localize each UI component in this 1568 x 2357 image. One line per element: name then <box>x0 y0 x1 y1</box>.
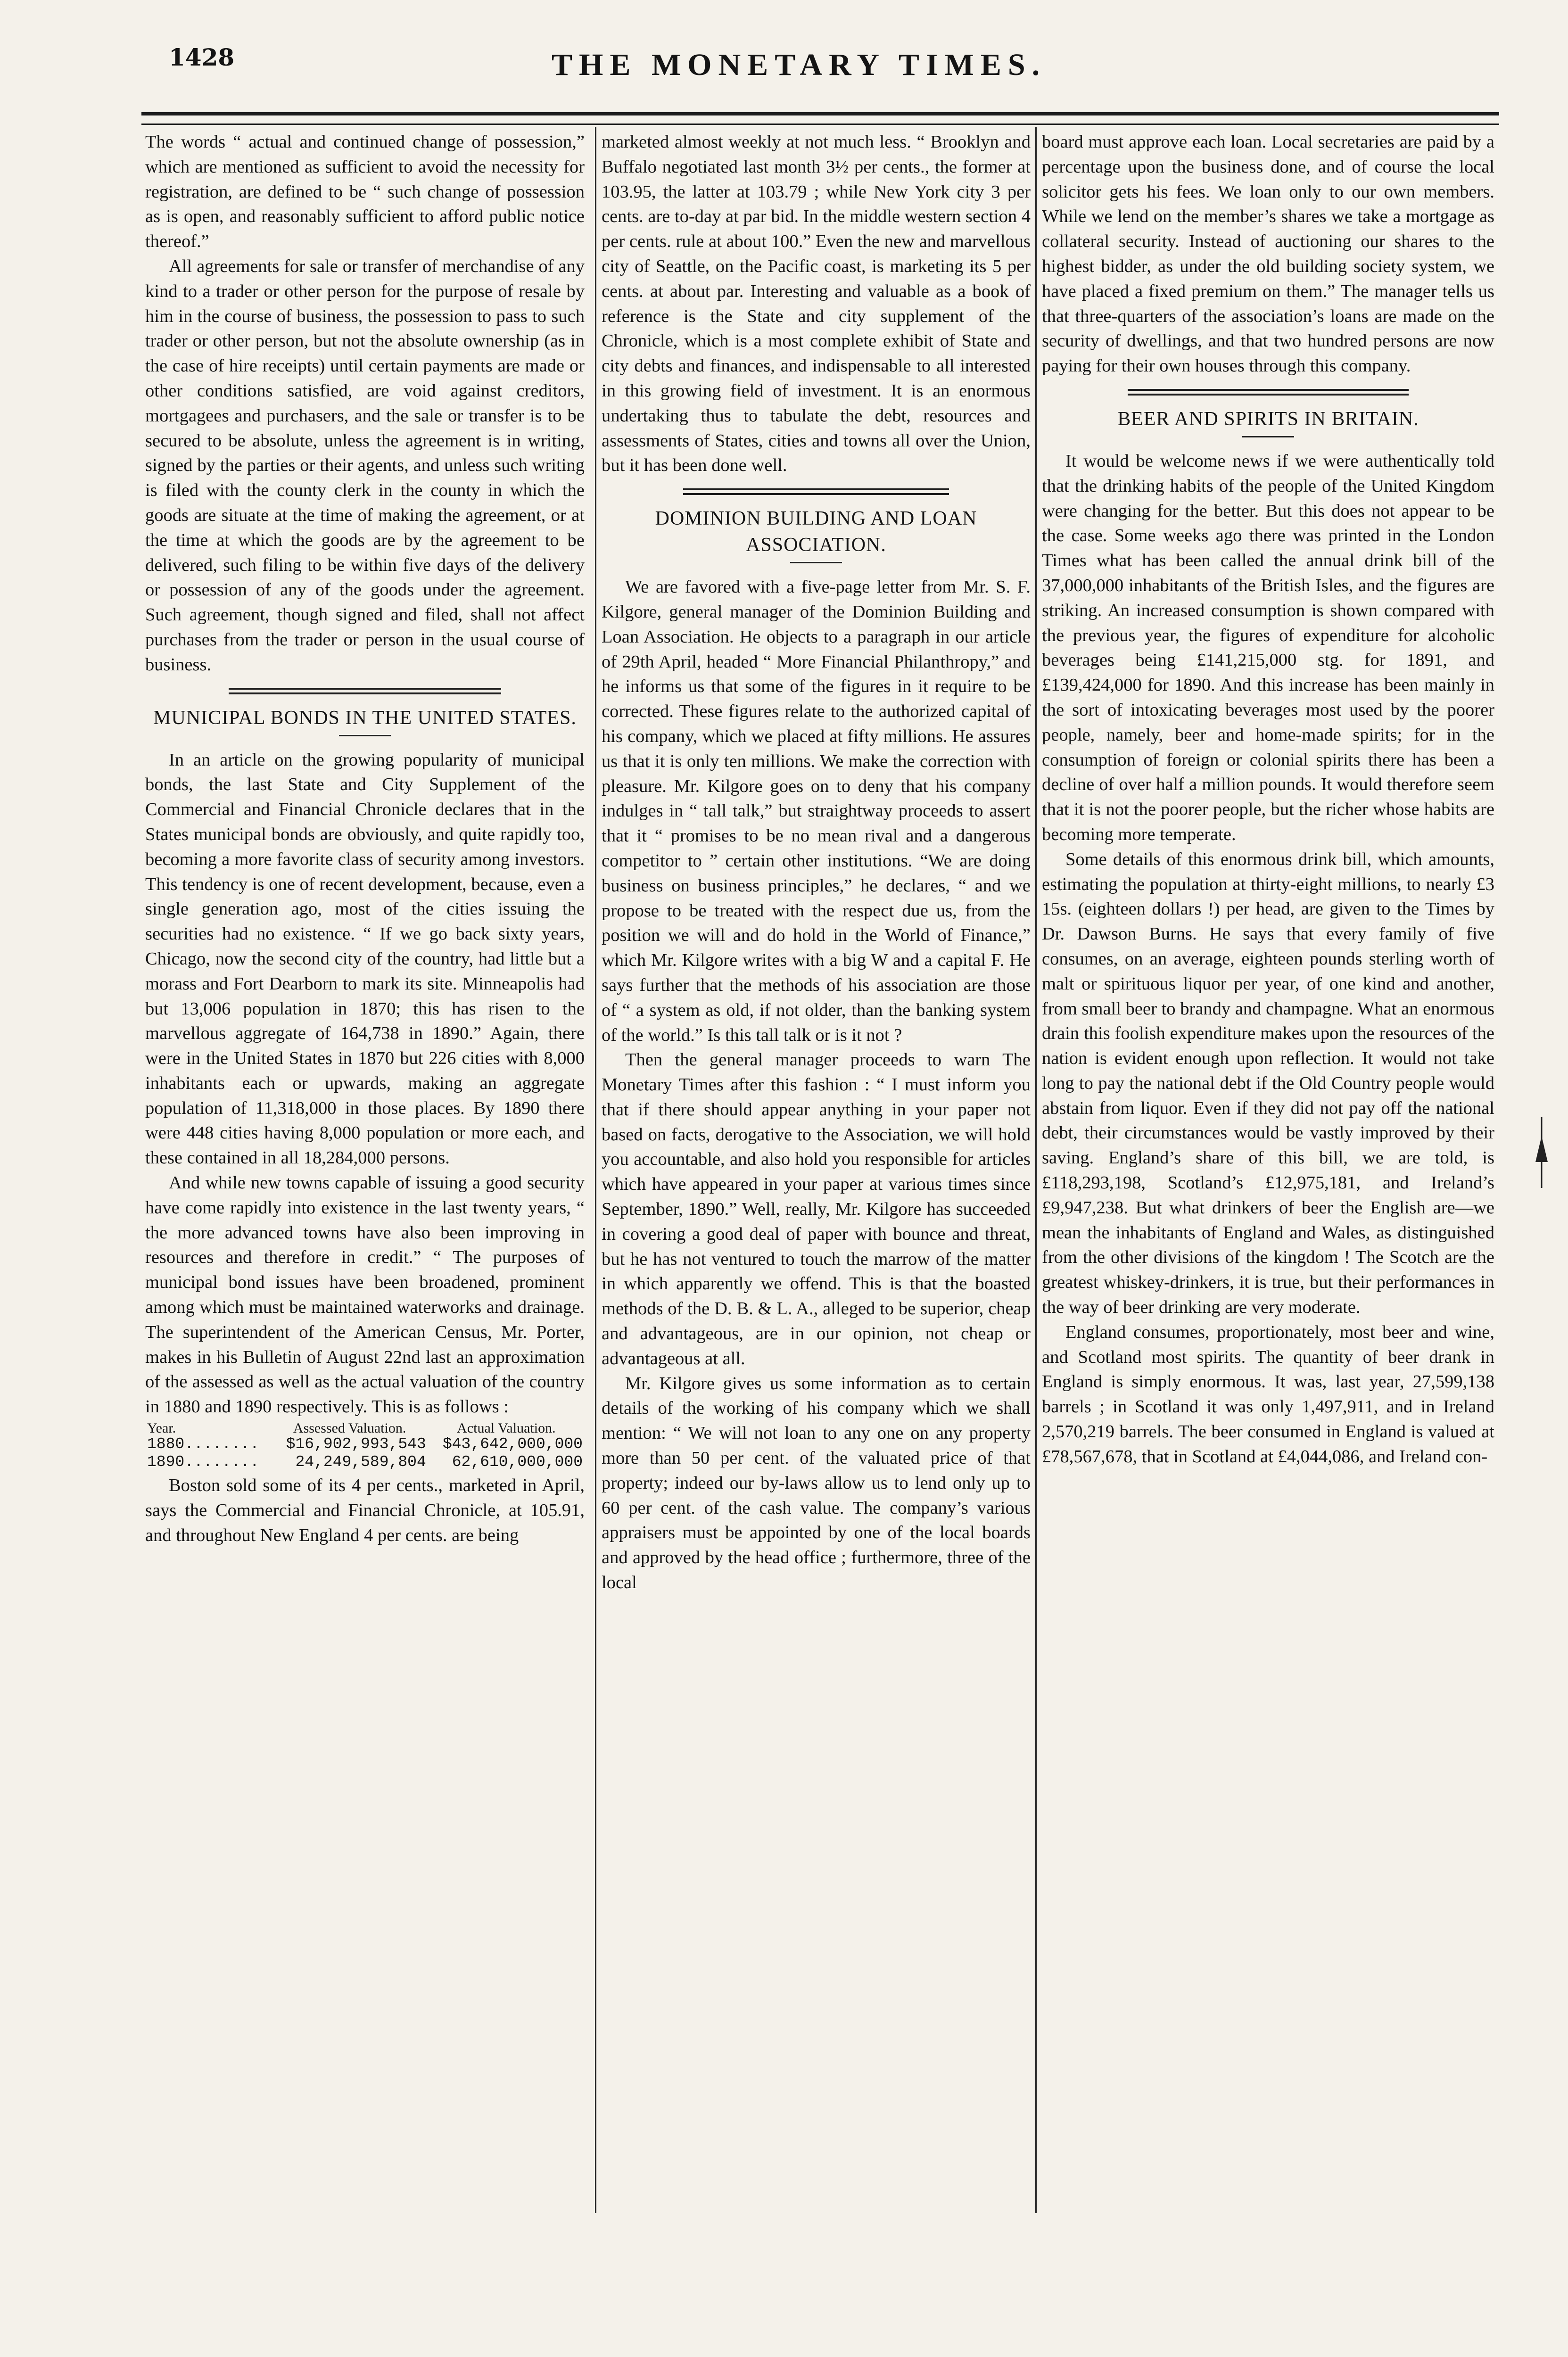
table-header-year: Year. <box>147 1420 176 1436</box>
column-divider <box>595 127 596 2213</box>
heading-rule <box>790 562 842 563</box>
paragraph: And while new towns capable of issuing a good security have come rapidly into existence in the last twenty years, “ the more advanced towns have also been improving in resources and therefore in credit.” “ The purposes of municipal bond issues have been broadened, prominent among which must be maintained waterworks and drainage. The superintendent of the American Census, Mr. Porter, makes in his Bulletin of August 22nd last an approximation of the assessed as well as the actual valuation of the country in 1880 and 1890 respectively. This is as follows : <box>145 1173 585 1417</box>
paragraph: The words “ actual and continued change of possession,” which are mentioned as sufficient to avoid the necessity for registration, are defined to be “ such change of possession as is open, and reasonably sufficient to afford public notice thereof.” <box>145 132 585 252</box>
table-cell: 1890........ <box>147 1453 259 1471</box>
table-cell: 1880........ <box>147 1435 259 1453</box>
section-separator <box>1128 389 1408 396</box>
heading-rule <box>339 735 391 736</box>
paragraph: board must approve each loan. Local secretaries are paid by a percentage upon the business done, and of course the local solicitor gets his fees. We loan only to our own members. While we lend on the member’s shares we take a mortgage as collateral security. Instead of auctioning our shares to the highest bidder, as under the old building society system, we have placed a fixed premium on them.” The manager tells us that three-quarters of the association’s loans are made on the security of dwellings, and that two hundred persons are now paying for their own houses through this company. <box>1042 132 1494 376</box>
table-cell: 62,610,000,000 <box>452 1453 583 1471</box>
article-heading: BEER AND SPIRITS IN BRITAIN. <box>1117 408 1419 430</box>
page-number: 1428 <box>169 43 235 71</box>
table-header-assessed: Assessed Valuation. <box>293 1420 406 1436</box>
table-cell: 24,249,589,804 <box>295 1453 426 1471</box>
section-separator <box>229 688 501 694</box>
table-row <box>145 1453 585 1471</box>
article-heading: DOMINION BUILDING AND LOAN ASSOCIATION. <box>655 508 977 556</box>
table-cell: $16,902,993,543 <box>286 1435 426 1453</box>
column-3 <box>1042 130 1494 1469</box>
column-2 <box>602 130 1031 1595</box>
paragraph: Some details of this enormous drink bill, which amounts, estimating the population at thirty-eight millions, to nearly £3 15s. (eighteen dollars !) per head, are given to the Times by Dr. Dawson Burns. He says that every family of five consumes, on an average, eighteen pounds sterling worth of malt or spirituous liquor per year, of one kind and another, from small beer to brandy and champagne. What an enormous drain this foolish expenditure makes upon the resources of the nation is evident enough upon reflection. It would not take long to pay the national debt if the Old Country people would abstain from liquor. Even if they did not pay off the national debt, their circumstances would be vastly improved by their saving. England’s share of this bill, we are told, is £118,293,198, Scotland’s £12,975,181, and Ireland’s £9,947,238. But what drinkers of beer the English are—we mean the inhabitants of England and Wales, as distinguished from the other divisions of the kingdom ! The Scotch are the greatest whiskey-drinkers, it is true, but their performances in the way of beer drinking are very moderate. <box>1042 849 1494 1318</box>
masthead-title: THE MONETARY TIMES. <box>552 48 1047 82</box>
valuation-table <box>145 1421 585 1471</box>
article-heading: MUNICIPAL BONDS IN THE UNITED STATES. <box>153 707 577 729</box>
paragraph: In an article on the growing popularity of municipal bonds, the last State and City Supplement of the Commercial and Financial Chronicle declares that in the States municipal bonds are obviously, and quite rapidly too, becoming a more favorite class of security among investors. This tendency is one of recent development, because, even a single generation ago, most of the cities issuing the securities had no existence. “ If we go back sixty years, Chicago, now the second city of the country, had little but a morass and Fort Dearborn to mark its site. Minneapolis had but 13,006 population in 1870; this has risen to the marvellous aggregate of 164,738 in 1890.” Again, there were in the United States in 1870 but 226 cities with 8,000 inhabitants each or upwards, making an aggregate population of 11,318,000 in those places. By 1890 there were 448 cities having 8,000 population or more each, and these contained in all 18,284,000 persons. <box>145 750 585 1168</box>
paragraph: Mr. Kilgore gives us some information as to certain details of the working of his company which we shall mention: “ We will not loan to any one on any property more than 50 per cent. of the valuated price of that property; indeed our by-laws allow us to lend only up to 60 per cent. of the cash value. The company’s various appraisers must be appointed by one of the local boards and approved by the head office ; furthermore, three of the local <box>602 1373 1031 1593</box>
binding-clip-mark <box>1535 1117 1549 1188</box>
paragraph: England consumes, proportionately, most beer and wine, and Scotland most spirits. The quantity of beer drank in England is simply enormous. It was, last year, 27,599,138 barrels ; in Scotland it was only 1,497,911, and in Ireland 2,570,219 barrels. The beer consumed in England is valued at £78,567,678, that in Scotland at £4,044,086, and Ireland con- <box>1042 1322 1494 1467</box>
heading-rule <box>1242 436 1294 437</box>
column-1 <box>145 130 585 1548</box>
paragraph: Then the general manager proceeds to warn The Monetary Times after this fashion : “ I must inform you that if there should appear anything in your paper not based on facts, derogative to the Association, we will hold you accountable, and also hold you responsible for articles which have appeared in your paper at various times since September, 1890.” Well, really, Mr. Kilgore has succeeded in covering a good deal of paper with bounce and threat, but he has not ventured to touch the marrow of the matter in which apparently we offend. This is that the boasted methods of the D. B. & L. A., alleged to be superior, cheap and advantageous, are in our opinion, not cheap or advantageous at all. <box>602 1050 1031 1368</box>
paragraph: marketed almost weekly at not much less. “ Brooklyn and Buffalo negotiated last month 3½ per cents., the former at 103.95, the latter at 103.79 ; while New York city 3 per cents. are to-day at par bid. In the middle western section 4 per cents. rule at about 100.” Even the new and marvellous city of Seattle, on the Pacific coast, is marketing its 5 per cents. at about par. Interesting and valuable as a book of reference is the State and city supplement of the Chronicle, which is a most complete exhibit of State and city debts and finances, and indispensable to all interested in this growing field of investment. It is an enormous undertaking thus to tabulate the debt, resources and assessments of States, cities and towns all over the Union, but it has been done well. <box>602 132 1031 476</box>
header-rule-thick <box>141 112 1499 115</box>
paragraph: It would be welcome news if we were authentically told that the drinking habits of the people of the United Kingdom were changing for the better. But this does not appear to be the case. Some weeks ago there was printed in the London Times what has been called the annual drink bill of the 37,000,000 inhabitants of the British Isles, and the figures are striking. An increased consumption is shown compared with the previous year, the figures of expenditure for alcoholic beverages being £141,215,000 stg. for 1891, and £139,424,000 for 1890. And this increase has been mainly in the sort of intoxicating beverages most used by the poorer people, namely, beer and home-made spirits; for in the consumption of foreign or colonial spirits there has been a decline of over half a million pounds. It would therefore seem that it is not the poorer people, but the richer whose habits are becoming more temperate. <box>1042 451 1494 844</box>
section-separator <box>683 488 949 495</box>
paragraph: Boston sold some of its 4 per cents., marketed in April, says the Commercial and Financial Chronicle, at 105.91, and throughout New England 4 per cents. are being <box>145 1475 585 1545</box>
table-row <box>145 1435 585 1453</box>
header-rule-thin <box>141 124 1499 125</box>
paragraph: We are favored with a five-page letter from Mr. S. F. Kilgore, general manager of the Dominion Building and Loan Association. He objects to a paragraph in our article of 29th April, headed “ More Financial Philanthropy,” and he informs us that some of the figures in it require to be corrected. These figures relate to the authorized capital of his company, which we placed at fifty millions. He assures us that it is only ten millions. We make the correction with pleasure. Mr. Kilgore goes on to deny that his company indulges in “ tall talk,” but straightway proceeds to assert that it “ promises to be no mean rival and a dangerous competitor to ” certain other institutions. “We are doing business on business principles,” he declares, “ and we propose to be treated with the respect due us, from the position we will and do hold in the World of Finance,” which Mr. Kilgore writes with a big W and a capital F. He says further that the methods of his association are those of “ a system as old, if not older, than the banking system of the world.” Is this tall talk or is it not ? <box>602 577 1031 1045</box>
table-header-actual: Actual Valuation. <box>457 1420 556 1436</box>
paragraph: All agreements for sale or transfer of merchandise of any kind to a trader or other person for the purpose of resale by him in the course of business, the possession to pass to such trader or other person, but not the absolute ownership (as in the case of hire receipts) until certain payments are made or other conditions satisfied, are void against creditors, mortgagees and purchasers, and the sale or transfer is to be secured to be absolute, unless the agreement is in writing, signed by the parties or their agents, and unless such writing is filed with the county clerk in the county in which the goods are situate at the time of making the agreement, or at the time at which the goods are by the agreement to be delivered, such filing to be within five days of the delivery or possession of any of the goods under the agreement. Such agreement, though signed and filed, shall not affect purchases from the trader or person in the usual course of business. <box>145 256 585 675</box>
column-divider <box>1035 127 1037 2213</box>
table-cell: $43,642,000,000 <box>442 1435 583 1453</box>
